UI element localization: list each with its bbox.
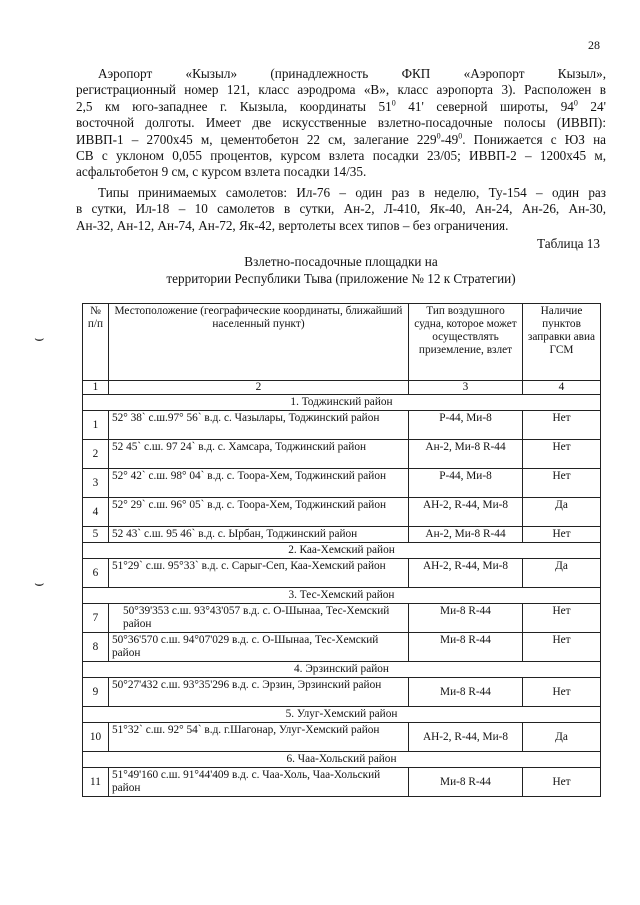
paragraph-line: регистрационный номер 121, класс аэродрома «В», класс аэропорта 3). Расположен в: [76, 82, 606, 98]
row-location: 52° 38` с.ш.97° 56` в.д. с. Чазылары, Тоджинский район: [109, 411, 409, 440]
column-number: 3: [409, 381, 523, 395]
district-name: 2. Каа-Хемский район: [83, 543, 601, 559]
column-number: 2: [109, 381, 409, 395]
table-row: [83, 411, 601, 440]
table-row: [83, 678, 601, 707]
degree-mark: 0: [458, 131, 463, 141]
row-fuel: Нет: [523, 604, 601, 633]
table-row: [83, 559, 601, 588]
table-row: [83, 768, 601, 797]
district-row: [83, 752, 601, 768]
district-name: 4. Эрзинский район: [83, 662, 601, 678]
paragraph-airport: [76, 66, 606, 181]
row-number: 10: [83, 723, 109, 752]
paragraph-line: 2,5 км юго-западнее г. Кызыла, координаты $51^0$ 41' северной широты, $94^0$ 24': [76, 98, 606, 114]
table-row: [83, 469, 601, 498]
header-aircraft-type: Тип воздушного судна, которое может осуществлять приземление, взлет: [409, 304, 523, 381]
row-location: 51°49'160 с.ш. 91°44'409 в.д. с. Чаа-Холь, Чаа-Хольский район: [109, 768, 409, 797]
table-title-line2: территории Республики Тыва (приложение № 12 к Стратегии): [166, 271, 516, 286]
district-row: [83, 588, 601, 604]
paragraph-line: СВ с уклоном 0,055 процентов, курсом взлета посадки 23/05; ИВВП-2 – 1200x45 м,: [76, 148, 606, 164]
table-row: [83, 527, 601, 543]
row-location: 50°27'432 с.ш. 93°35'296 в.д. с. Эрзин, Эрзинский район: [109, 678, 409, 707]
row-aircraft-type: Ми-8 R-44: [409, 604, 523, 633]
district-name: 1. Тоджинский район: [83, 395, 601, 411]
row-aircraft-type: Ми-8 R-44: [409, 768, 523, 797]
row-location: 50°36'570 с.ш. 94°07'029 в.д. с. О-Шынаа, Тес-Хемский район: [109, 633, 409, 662]
row-aircraft-type: Ан-2, Ми-8 R-44: [409, 527, 523, 543]
row-aircraft-type: Р-44, Ми-8: [409, 469, 523, 498]
row-aircraft-type: Ан-2, Ми-8 R-44: [409, 440, 523, 469]
row-fuel: Да: [523, 559, 601, 588]
row-number: 4: [83, 498, 109, 527]
table-row: [83, 498, 601, 527]
row-aircraft-type: Ми-8 R-44: [409, 678, 523, 707]
paragraph-line: Ан-32, Ан-12, Ан-74, Ан-72, Як-42, вертолеты всех типов – без ограничения.: [76, 217, 509, 233]
margin-mark: ⌣: [34, 575, 45, 592]
column-number: 1: [83, 381, 109, 395]
row-fuel: Да: [523, 723, 601, 752]
district-name: 5. Улуг-Хемский район: [83, 707, 601, 723]
row-location: 50°39'353 с.ш. 93°43'057 в.д. с. О-Шынаа, Тес-Хемский район: [109, 604, 409, 633]
row-fuel: Нет: [523, 678, 601, 707]
row-aircraft-type: Р-44, Ми-8: [409, 411, 523, 440]
row-number: 3: [83, 469, 109, 498]
row-aircraft-type: АН-2, R-44, Ми-8: [409, 723, 523, 752]
row-fuel: Да: [523, 498, 601, 527]
table-row: [83, 604, 601, 633]
row-location: 52° 29` с.ш. 96° 05` в.д. с. Тоора-Хем, Тоджинский район: [109, 498, 409, 527]
district-name: 3. Тес-Хемский район: [83, 588, 601, 604]
district-name: 6. Чаа-Хольский район: [83, 752, 601, 768]
row-fuel: Нет: [523, 768, 601, 797]
row-number: 2: [83, 440, 109, 469]
table-label: Таблица 13: [537, 236, 600, 251]
paragraph-line: Типы принимаемых самолетов: Ил-76 – один раз в неделю, Ту-154 – один раз: [98, 185, 606, 200]
margin-mark: ⌣: [34, 330, 45, 347]
table-title-line1: Взлетно-посадочные площадки на: [244, 254, 438, 269]
district-row: [83, 662, 601, 678]
row-location: 52° 42` с.ш. 98° 04` в.д. с. Тоора-Хем, Тоджинский район: [109, 469, 409, 498]
table-row: [83, 723, 601, 752]
page-number: 28: [588, 38, 600, 52]
row-location: 51°32` с.ш. 92° 54` в.д. г.Шагонар, Улуг-Хемский район: [109, 723, 409, 752]
table-row: [83, 440, 601, 469]
airfields-table: [82, 303, 601, 797]
district-row: [83, 395, 601, 411]
row-number: 6: [83, 559, 109, 588]
row-fuel: Нет: [523, 411, 601, 440]
degree-mark: 0: [391, 98, 396, 108]
district-row: [83, 707, 601, 723]
column-number-row: [83, 381, 601, 395]
row-fuel: Нет: [523, 469, 601, 498]
row-number: 9: [83, 678, 109, 707]
row-location: 52 43` с.ш. 95 46` в.д. с. Ырбан, Тоджинский район: [109, 527, 409, 543]
row-number: 5: [83, 527, 109, 543]
row-fuel: Нет: [523, 633, 601, 662]
degree-mark: 0: [436, 131, 441, 141]
row-fuel: Нет: [523, 527, 601, 543]
row-location: 51°29` с.ш. 95°33` в.д. с. Сарыг-Сеп, Каа-Хемский район: [109, 559, 409, 588]
paragraph-line: восточной долготы. Имеет две искусственные взлетно-посадочные полосы (ИВВП):: [76, 115, 606, 131]
paragraph-line: асфальтобетон 9 см, с курсом взлета посадки 14/35.: [76, 164, 367, 180]
row-location: 52 45` с.ш. 97 24` в.д. с. Хамсара, Тоджинский район: [109, 440, 409, 469]
table-header-row: [83, 304, 601, 381]
row-aircraft-type: Ми-8 R-44: [409, 633, 523, 662]
header-location: Местоположение (географические координаты, ближайший населенный пункт): [109, 304, 409, 381]
header-number: № п/п: [83, 304, 109, 381]
column-number: 4: [523, 381, 601, 395]
district-row: [83, 543, 601, 559]
row-aircraft-type: АН-2, R-44, Ми-8: [409, 498, 523, 527]
row-number: 8: [83, 633, 109, 662]
table-row: [83, 633, 601, 662]
paragraph-line: в сутки, Ил-18 – 10 самолетов в сутки, Ан-2, Л-410, Як-40, Ан-24, Ан-26, Ан-30,: [76, 201, 606, 217]
paragraph-line: ИВВП-1 – 2700x45 м, цементобетон 22 см, залегание $229^0-49^0$. Понижается с ЮЗ на: [76, 131, 606, 147]
row-aircraft-type: АН-2, R-44, Ми-8: [409, 559, 523, 588]
row-number: 7: [83, 604, 109, 633]
paragraph-line: Аэропорт «Кызыл» (принадлежность ФКП «Аэропорт Кызыл»,: [98, 66, 606, 81]
row-number: 11: [83, 768, 109, 797]
degree-mark: 0: [573, 98, 578, 108]
row-fuel: Нет: [523, 440, 601, 469]
header-fuel: Наличие пунктов заправки авиа ГСМ: [523, 304, 601, 381]
row-number: 1: [83, 411, 109, 440]
paragraph-aircraft-types: [76, 185, 606, 234]
